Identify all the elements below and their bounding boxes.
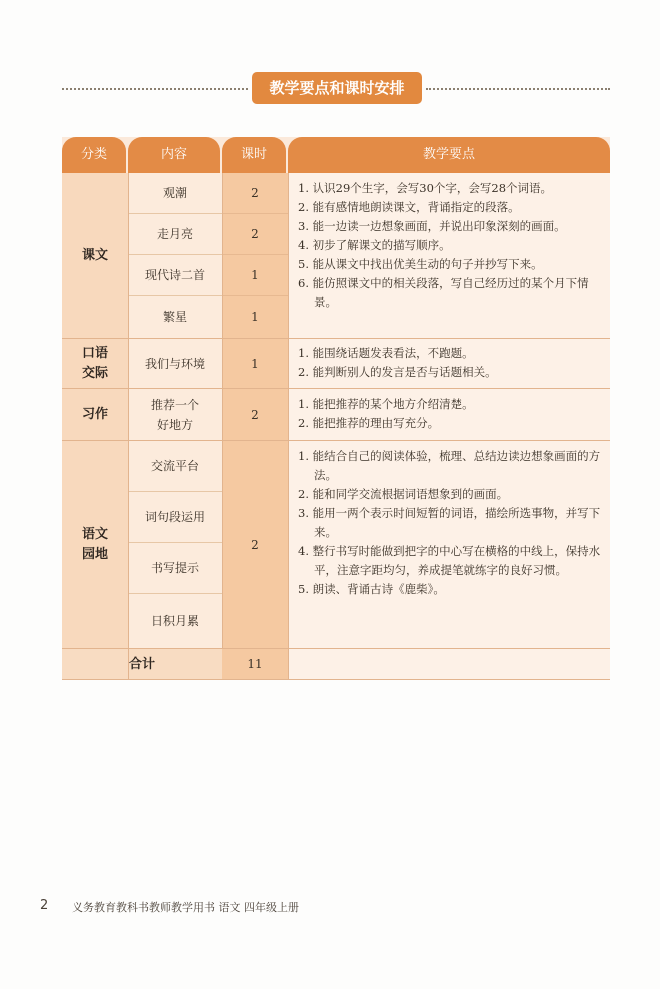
content-shuxie: 书写提示 xyxy=(128,543,222,594)
hours-guanchao: 2 xyxy=(222,173,288,214)
grid-line xyxy=(62,648,610,649)
total-points-empty xyxy=(288,649,610,680)
grid-line xyxy=(62,440,610,441)
page-number: 2 xyxy=(40,898,49,913)
point-item: 5. 能从课文中找出优美生动的句子并抄写下来。 xyxy=(298,257,543,271)
content-line: 推荐一个 xyxy=(150,397,199,412)
header-points: 教学要点 xyxy=(288,137,610,173)
header-category: 分类 xyxy=(62,137,126,173)
hours-xizuo: 2 xyxy=(222,389,288,441)
point-item: 4. 初步了解课文的描写顺序。 xyxy=(298,238,451,252)
hours-koujiao: 1 xyxy=(222,339,288,389)
category-line: 语文 xyxy=(81,527,108,542)
point-item: 2. 能判断别人的发言是否与话题相关。 xyxy=(298,365,497,379)
category-koujiao xyxy=(62,339,128,389)
content-women-huanjing: 我们与环境 xyxy=(128,339,222,389)
content-xiandaishi: 现代诗二首 xyxy=(128,255,222,296)
point-item: 3. 能一边读一边想象画面，并说出印象深刻的画面。 xyxy=(298,219,566,233)
hours-fanxing: 1 xyxy=(222,296,288,339)
content-ciju: 词句段运用 xyxy=(128,492,222,543)
content-guanchao: 观潮 xyxy=(128,173,222,214)
hours-zouyueliang: 2 xyxy=(222,214,288,255)
page-footer xyxy=(40,898,600,916)
point-item: 1. 能把推荐的某个地方介绍清楚。 xyxy=(298,397,474,411)
footer-book-title: 义务教育教科书教师教学用书 语文 四年级上册 xyxy=(72,901,299,914)
points-kewen xyxy=(288,173,610,339)
dotted-rule-left xyxy=(62,88,248,90)
grid-line xyxy=(288,173,289,680)
dotted-rule-right xyxy=(426,88,610,90)
section-header xyxy=(62,72,610,106)
section-title: 教学要点和课时安排 xyxy=(252,72,422,104)
point-item: 5. 朗读、背诵古诗《鹿柴》。 xyxy=(298,582,445,596)
category-line: 交际 xyxy=(81,366,108,381)
grid-line xyxy=(222,173,223,649)
category-line: 园地 xyxy=(81,547,108,562)
grid-line xyxy=(62,388,610,389)
total-hours: 11 xyxy=(222,649,288,680)
content-fanxing: 繁星 xyxy=(128,296,222,339)
grid-line xyxy=(128,173,129,680)
grid-line xyxy=(62,338,610,339)
point-item: 4. 整行书写时能做到把字的中心写在横格的中线上，保持水平，注意字距均匀，养成提笔就练字的良好习惯。 xyxy=(298,544,601,577)
header-hours: 课时 xyxy=(222,137,286,173)
points-yuandi xyxy=(288,441,610,649)
total-label: 合计 xyxy=(62,649,222,680)
point-item: 1. 能围绕话题发表看法，不跑题。 xyxy=(298,346,474,360)
point-item: 6. 能仿照课文中的相关段落，写自己经历过的某个月下情景。 xyxy=(298,276,589,309)
content-jiaoliu: 交流平台 xyxy=(128,441,222,492)
point-item: 1. 认识29个生字，会写30个字，会写28个词语。 xyxy=(298,181,553,195)
content-rijiyuelei: 日积月累 xyxy=(128,594,222,649)
category-kewen: 课文 xyxy=(62,173,128,339)
category-line: 口语 xyxy=(81,346,108,361)
hours-yuandi: 2 xyxy=(222,441,288,649)
points-koujiao xyxy=(288,339,610,389)
header-content: 内容 xyxy=(128,137,220,173)
category-xizuo: 习作 xyxy=(62,389,128,441)
hours-xiandaishi: 1 xyxy=(222,255,288,296)
lesson-plan-table xyxy=(62,137,610,680)
points-xizuo xyxy=(288,389,610,441)
content-line: 好地方 xyxy=(156,417,193,432)
point-item: 2. 能把推荐的理由写充分。 xyxy=(298,416,440,430)
content-tuijian xyxy=(128,389,222,441)
point-item: 3. 能用一两个表示时间短暂的词语，描绘所选事物，并写下来。 xyxy=(298,506,601,539)
grid-line xyxy=(62,679,610,680)
point-item: 1. 能结合自己的阅读体验，梳理、总结边读边想象画面的方法。 xyxy=(298,449,601,482)
point-item: 2. 能有感情地朗读课文，背诵指定的段落。 xyxy=(298,200,520,214)
point-item: 2. 能和同学交流根据词语想象到的画面。 xyxy=(298,487,509,501)
category-yuandi xyxy=(62,441,128,649)
content-zouyueliang: 走月亮 xyxy=(128,214,222,255)
